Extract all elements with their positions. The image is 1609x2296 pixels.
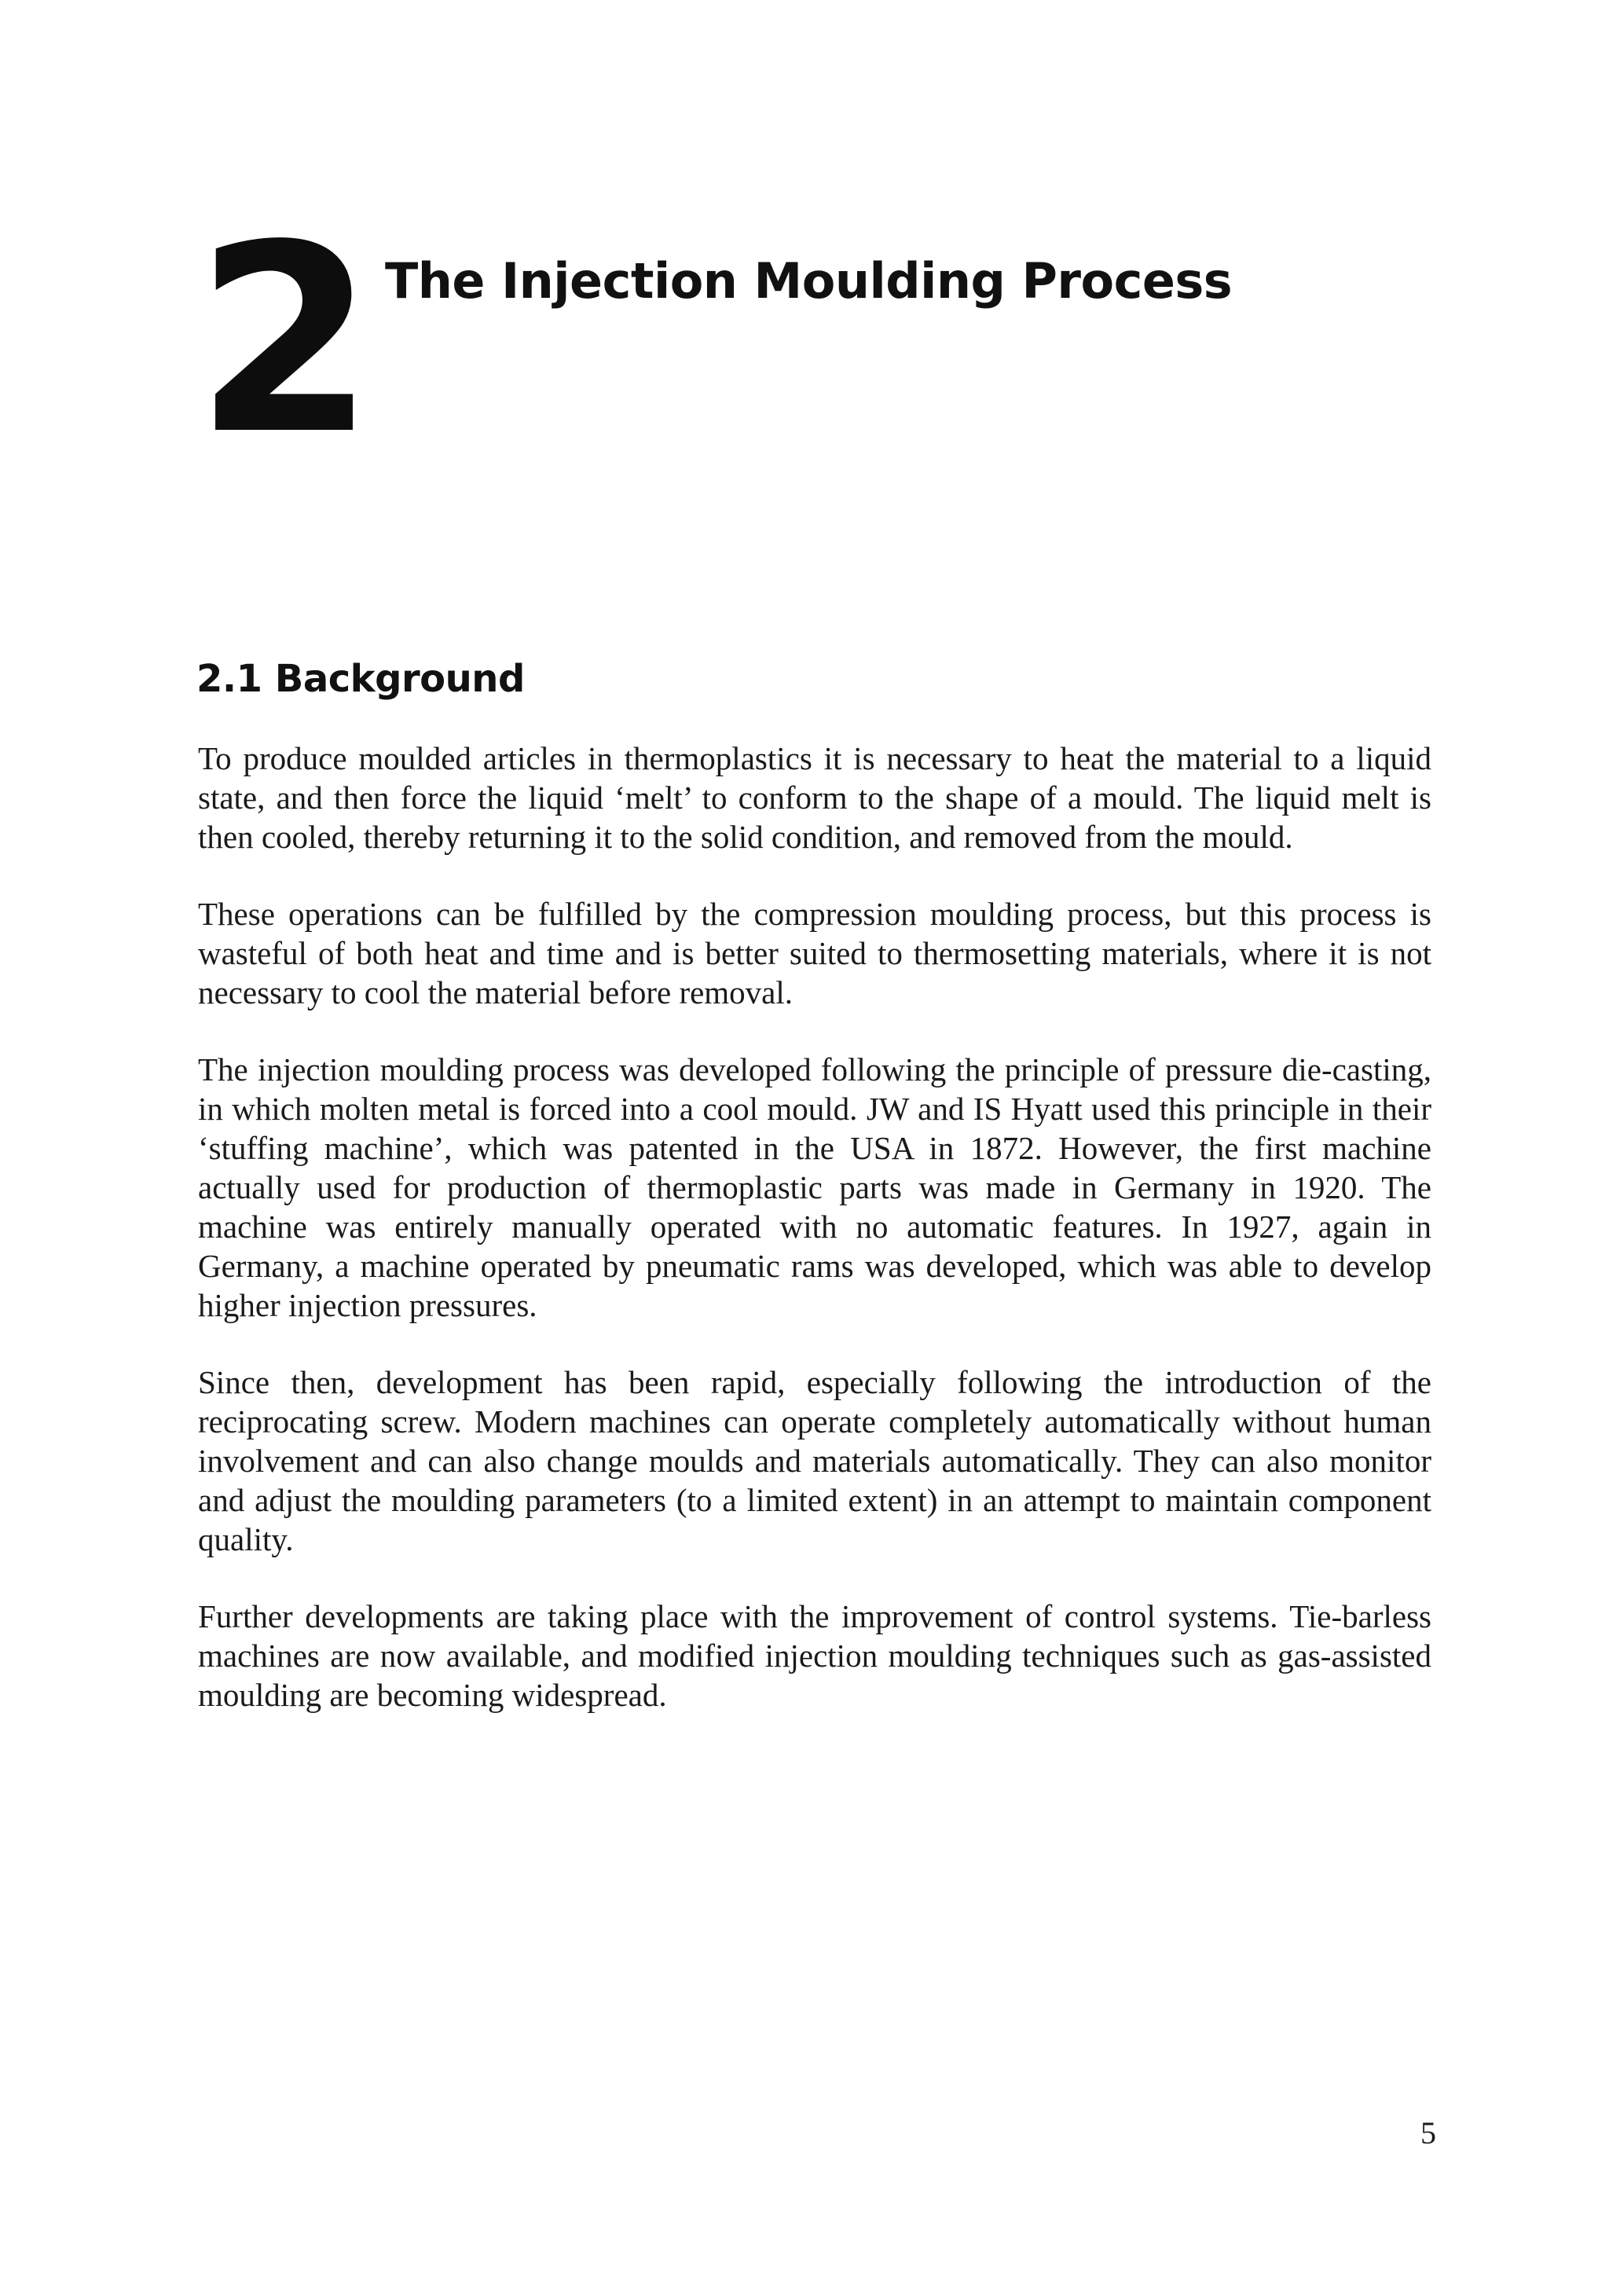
page-number: 5: [1420, 2115, 1436, 2151]
paragraph-1: To produce moulded articles in thermoplastics it is necessary to heat the material to a liquid state, and then force the liquid ‘melt’ to conform to the shape of a mould. The liquid melt is then cooled, thereby returning it to the solid condition, and removed from the mould.: [198, 740, 1431, 855]
paragraph-3: The injection moulding process was developed following the principle of pressure die-casting, in which molten metal is forced into a cool mould. JW and IS Hyatt used this principle in their ‘stuffing machine’, which was patented in the USA in 1872. However, the first machine actually used for production of thermoplastic parts was made in Germany in 1920. The machine was entirely manually operated with no automatic features. In 1927, again in Germany, a machine operated by pneumatic rams was developed, which was able to develop higher injection pressures.: [198, 1051, 1431, 1323]
chapter-title: The Injection Moulding Process: [385, 252, 1233, 310]
paragraph-5: Further developments are taking place with the improvement of control systems. Tie-barless machines are now available, and modified injection moulding techniques such as gas-assisted moulding are becoming widespread.: [198, 1598, 1431, 1713]
paragraph-4: Since then, development has been rapid, especially following the introduction of the reciprocating screw. Modern machines can operate completely automatically without human involvement and can also change moulds and materials automatically. They can also monitor and adjust the moulding parameters (to a limited extent) in an attempt to maintain component quality.: [198, 1364, 1431, 1557]
section-heading: 2.1 Background: [196, 657, 525, 701]
body-text: [198, 739, 1431, 1752]
chapter-number: 2: [195, 189, 371, 491]
paragraph-2: These operations can be fulfilled by the compression moulding process, but this process is wasteful of both heat and time and is better suited to thermosetting materials, where it is not necessary to cool the material before removal.: [198, 896, 1431, 1010]
